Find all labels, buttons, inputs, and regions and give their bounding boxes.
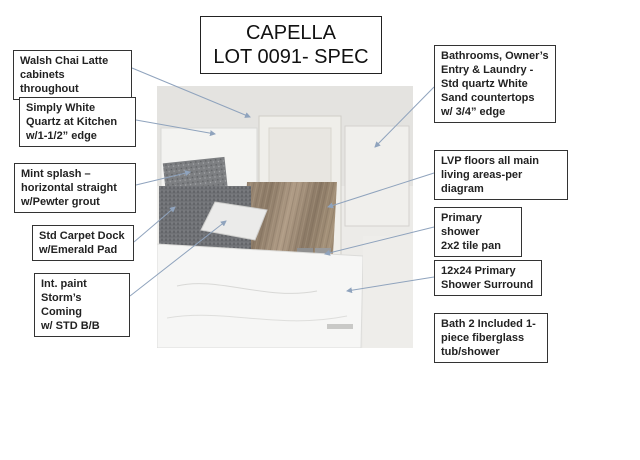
leader-carpet bbox=[134, 207, 175, 242]
leader-shower-pan bbox=[325, 227, 434, 254]
title-line-1: CAPELLA bbox=[245, 22, 337, 44]
leader-paint bbox=[130, 221, 226, 296]
leader-splash bbox=[136, 172, 190, 185]
label-cabinets: Walsh Chai Latte cabinets throughout bbox=[13, 50, 132, 100]
label-surround: 12x24 Primary Shower Surround bbox=[434, 260, 542, 296]
label-bath-quartz: Bathrooms, Owner’s Entry & Laundry - Std quartz White Sand countertops w/ 3/4” edge bbox=[434, 45, 556, 123]
leader-surround bbox=[347, 277, 434, 291]
leader-bath-quartz bbox=[375, 87, 434, 147]
leader-lvp bbox=[328, 173, 434, 207]
label-kitchen-quartz: Simply White Quartz at Kitchen w/1-1/2” edge bbox=[19, 97, 136, 147]
title-line-2: LOT 0091- SPEC bbox=[213, 46, 369, 68]
label-splash: Mint splash – horizontal straight w/Pewter grout bbox=[14, 163, 136, 213]
leader-cabinets bbox=[132, 68, 250, 117]
label-shower-pan: Primary shower 2x2 tile pan bbox=[434, 207, 522, 257]
label-bath2: Bath 2 Included 1- piece fiberglass tub/shower bbox=[434, 313, 548, 363]
label-lvp: LVP floors all main living areas-per diagram bbox=[434, 150, 568, 200]
label-carpet: Std Carpet Dock w/Emerald Pad bbox=[32, 225, 134, 261]
leader-kitchen-quartz bbox=[136, 120, 215, 134]
label-paint: Int. paint Storm’s Coming w/ STD B/B bbox=[34, 273, 130, 337]
